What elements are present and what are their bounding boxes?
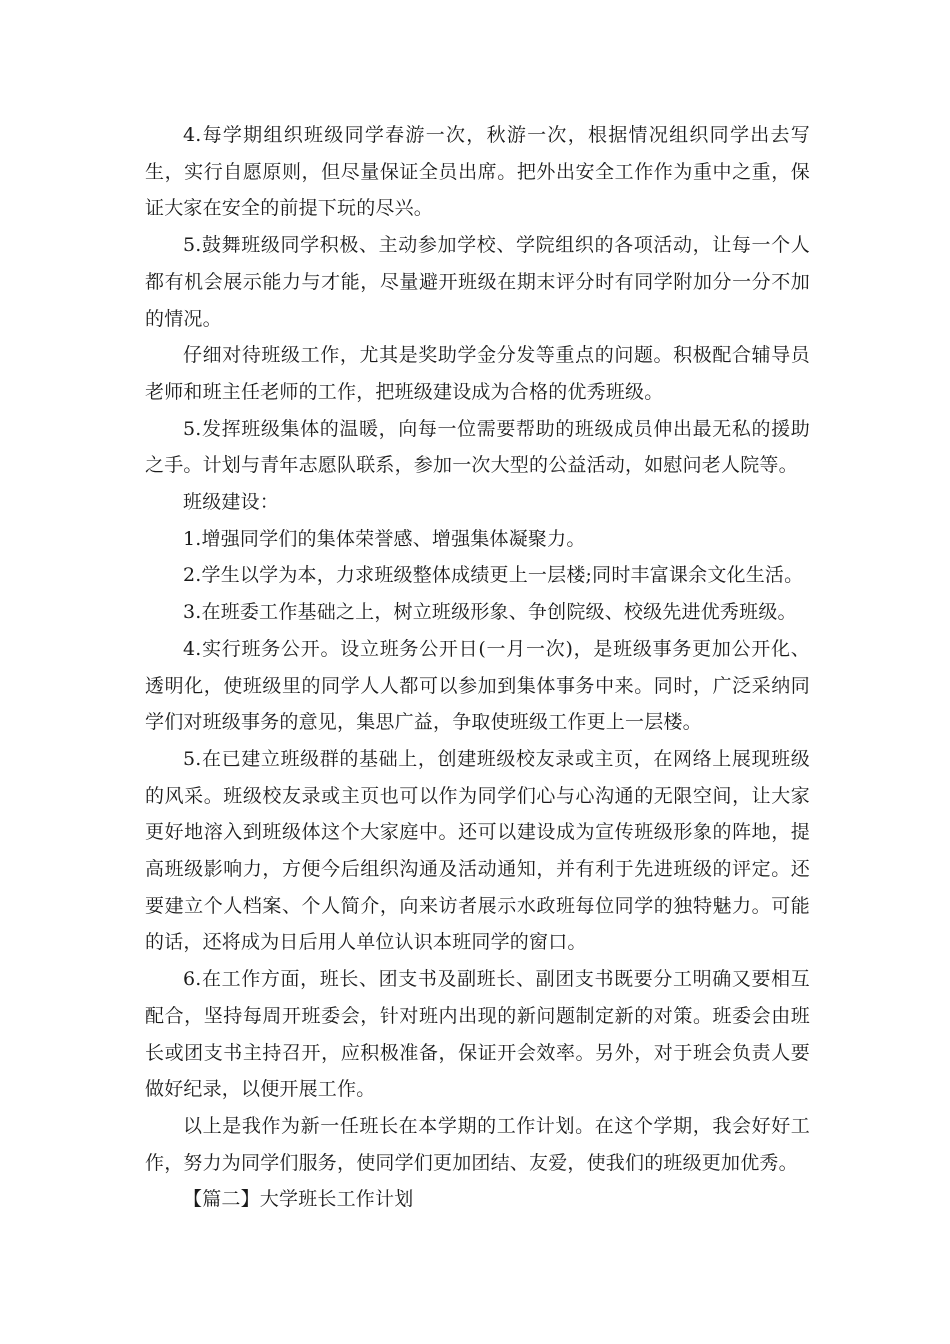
list-item-4: 4.实行班务公开。设立班务公开日(一月一次)，是班级事务更加公开化、透明化，使班级里的同学人人都可以参加到集体事务中来。同时，广泛采纳同学们对班级事务的意见，集思广益，争取使班级工作更上一层楼。 (145, 637, 810, 734)
section-heading-class-building: 班级建设： (183, 491, 280, 514)
paragraph-warmth: 5.发挥班级集体的温暖，向每一位需要帮助的班级成员伸出最无私的援助之手。计划与青年志愿队联系，参加一次大型的公益活动，如慰问老人院等。 (145, 417, 810, 477)
list-item-3: 3.在班委工作基础之上，树立班级形象、争创院级、校级先进优秀班级。 (183, 601, 797, 624)
paragraph-conclusion: 以上是我作为新一任班长在本学期的工作计划。在这个学期，我会好好工作，努力为同学们服务，使同学们更加团结、友爱，使我们的班级更加优秀。 (145, 1114, 810, 1174)
list-item-1: 1.增强同学们的集体荣誉感、增强集体凝聚力。 (183, 527, 586, 550)
list-item-5: 5.在已建立班级群的基础上，创建班级校友录或主页，在网络上展现班级的风采。班级校友录或主页也可以作为同学们心与心沟通的无限空间，让大家更好地溶入到班级体这个大家庭中。还可以建设成为宣传班级形象的阵地，提高班级影响力，方便今后组织沟通及活动通知，并有利于先进班级的评定。还要建立个人档案、个人简介，向来访者展示水政班每位同学的独特魅力。可能的话，还将成为日后用人单位认识本班同学的窗口。 (145, 747, 810, 954)
paragraph-scholarship: 仔细对待班级工作，尤其是奖助学金分发等重点的问题。积极配合辅导员老师和班主任老师的工作，把班级建设成为合格的优秀班级。 (145, 344, 810, 403)
paragraph-activities: 4.每学期组织班级同学春游一次，秋游一次，根据情况组织同学出去写生，实行自愿原则，但尽量保证全员出席。把外出安全工作作为重中之重，保证大家在安全的前提下玩的尽兴。 (145, 124, 810, 220)
document-body (145, 117, 810, 1218)
list-item-6: 6.在工作方面，班长、团支书及副班长、副团支书既要分工明确又要相互配合，坚持每周开班委会，针对班内出现的新问题制定新的对策。班委会由班长或团支书主持召开，应积极准备，保证开会效率。另外，对于班会负责人要做好纪录，以便开展工作。 (145, 968, 810, 1101)
list-item-2: 2.学生以学为本，力求班级整体成绩更上一层楼;同时丰富课余文化生活。 (183, 564, 804, 587)
paragraph-encourage: 5.鼓舞班级同学积极、主动参加学校、学院组织的各项活动，让每一个人都有机会展示能力与才能，尽量避开班级在期末评分时有同学附加分一分不加的情况。 (145, 234, 810, 330)
next-article-title: 【篇二】大学班长工作计划 (183, 1188, 414, 1211)
